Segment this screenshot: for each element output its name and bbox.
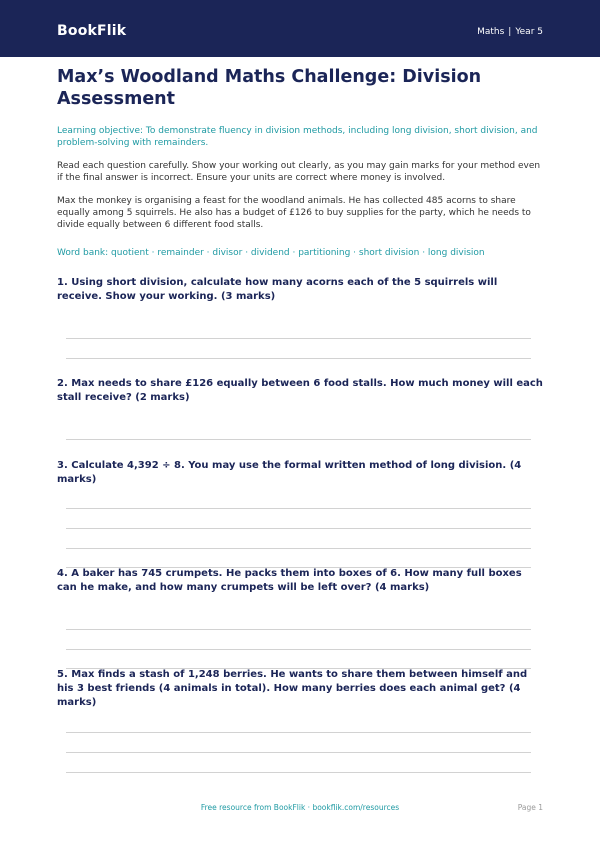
answer-line[interactable] [66, 752, 531, 753]
answer-line[interactable] [66, 732, 531, 733]
brand-logo[interactable]: BookFlik [57, 23, 127, 39]
question-3: 3. Calculate 4,392 ÷ 8. You may use the formal written method of long division. (4 marks) [57, 460, 522, 485]
header-bar [0, 0, 600, 57]
learning-objective: Learning objective: To demonstrate fluency in division methods, including long division, short division, and problem-solving with remainders. [57, 126, 538, 148]
subject-label: Maths [477, 27, 505, 37]
answer-line[interactable] [66, 508, 531, 509]
page-number: Page 1 [517, 803, 543, 812]
year-label: Year 5 [515, 27, 543, 37]
answer-line[interactable] [66, 338, 531, 339]
breadcrumb-separator: | [508, 27, 512, 37]
intro-section [57, 66, 543, 259]
scenario-text: Max the monkey is organising a feast for the woodland animals. He has collected 485 acorns to share equally among 5 squirrels. He also has a budget of £126 to buy supplies for the party, which he needs to divide equally between 6 different food stalls. [57, 196, 531, 230]
page-title: Max’s Woodland Maths Challenge: Division Assessment [57, 67, 482, 109]
breadcrumb [477, 27, 543, 37]
answer-line[interactable] [66, 629, 531, 630]
footer-resource-link[interactable]: Free resource from BookFlik · bookflik.com/resources [200, 803, 400, 812]
answer-line[interactable] [66, 548, 531, 549]
question-4: 4. A baker has 745 crumpets. He packs them into boxes of 6. How many full boxes can he make, and how many crumpets will be left over? (4 marks) [57, 568, 522, 593]
answer-line[interactable] [66, 772, 531, 773]
answer-line[interactable] [66, 528, 531, 529]
question-2: 2. Max needs to share £126 equally between 6 food stalls. How much money will each stall receive? (2 marks) [57, 378, 543, 403]
answer-line[interactable] [66, 439, 531, 440]
question-5: 5. Max finds a stash of 1,248 berries. He wants to share them between himself and his 3 best friends (4 animals in total). How many berries does each animal get? (4 marks) [57, 669, 528, 708]
answer-line[interactable] [66, 649, 531, 650]
word-bank: Word bank: quotient · remainder · divisor · dividend · partitioning · short division · long division [57, 248, 485, 258]
instructions-text: Read each question carefully. Show your working out clearly, as you may gain marks for your method even if the final answer is incorrect. Ensure your units are correct where money is involved. [57, 161, 541, 183]
question-1: 1. Using short division, calculate how many acorns each of the 5 squirrels will receive. Show your working. (3 marks) [57, 277, 498, 302]
answer-line[interactable] [66, 358, 531, 359]
